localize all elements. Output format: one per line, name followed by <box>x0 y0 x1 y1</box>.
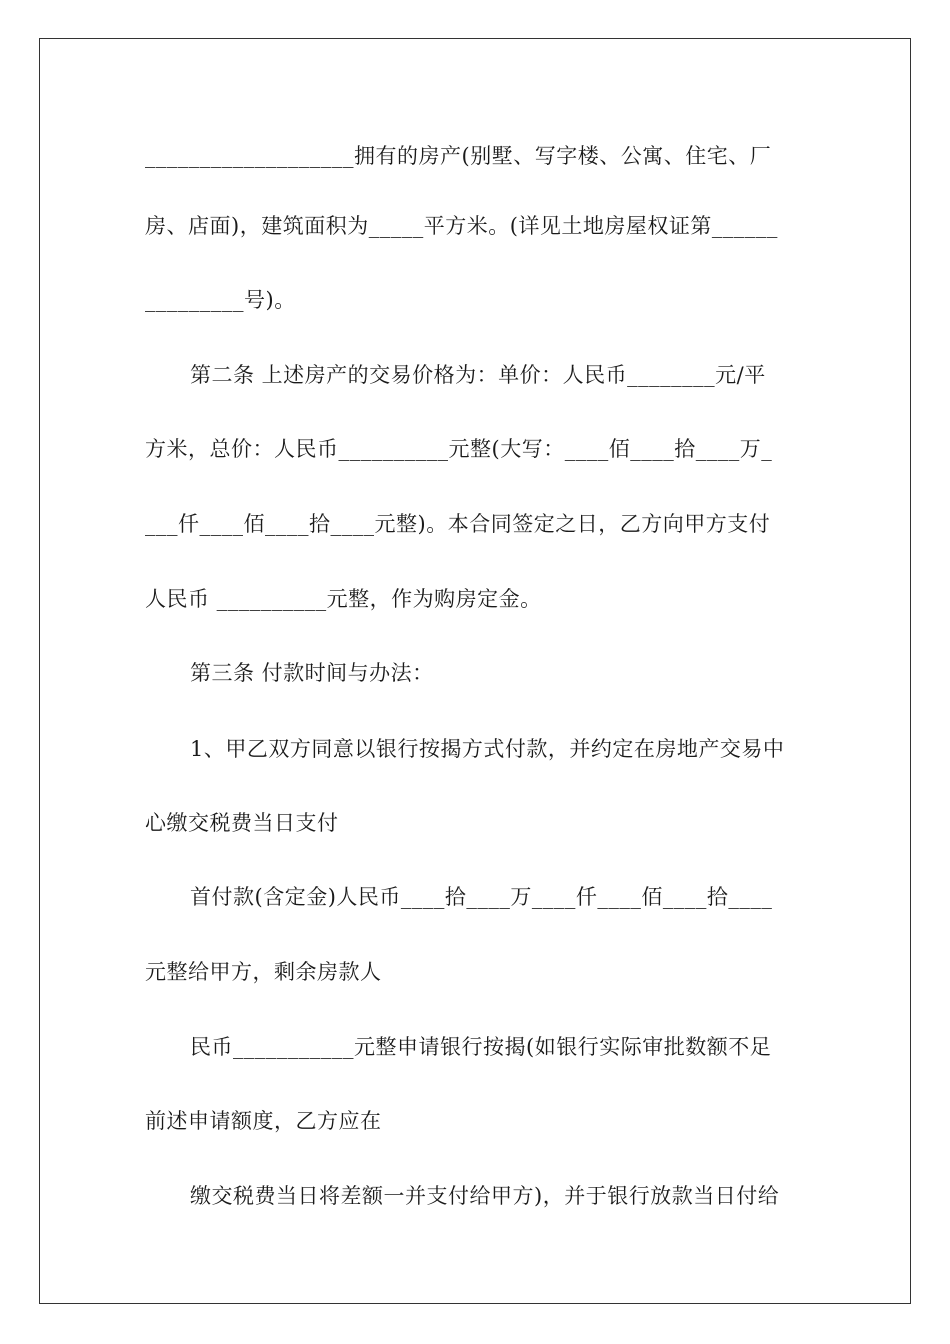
text-line-10: 心缴交税费当日支付 <box>145 811 339 835</box>
text-line-3: _________号)。 <box>145 288 296 312</box>
text-line-7: 人民币 __________元整，作为购房定金。 <box>145 587 542 611</box>
text-line-1: ___________________拥有的房产(别墅、写字楼、公寓、住宅、厂 <box>145 144 772 168</box>
down-payment-line: 首付款(含定金)人民币____拾____万____仟____佰____拾____ <box>190 885 773 909</box>
text-line-15: 缴交税费当日将差额一并支付给甲方)，并于银行放款当日付给 <box>190 1184 780 1208</box>
clause-1-line: 1、甲乙双方同意以银行按揭方式付款，并约定在房地产交易中 <box>190 737 785 761</box>
loan-amount-line: 民币___________元整申请银行按揭(如银行实际审批数额不足 <box>190 1035 772 1059</box>
text-line-2: 房、店面)，建筑面积为_____平方米。(详见土地房屋权证第______ <box>145 214 778 238</box>
article-3-heading: 第三条 付款时间与办法： <box>190 661 434 685</box>
article-2-heading-line: 第二条 上述房产的交易价格为：单价：人民币________元/平 <box>190 363 766 387</box>
text-line-14: 前述申请额度，乙方应在 <box>145 1109 382 1133</box>
text-line-5: 方米，总价：人民币__________元整(大写：____佰____拾____万_ <box>145 437 773 461</box>
text-line-12: 元整给甲方，剩余房款人 <box>145 960 382 984</box>
text-line-6: ___仟____佰____拾____元整)。本合同签定之日，乙方向甲方支付 <box>145 512 771 536</box>
